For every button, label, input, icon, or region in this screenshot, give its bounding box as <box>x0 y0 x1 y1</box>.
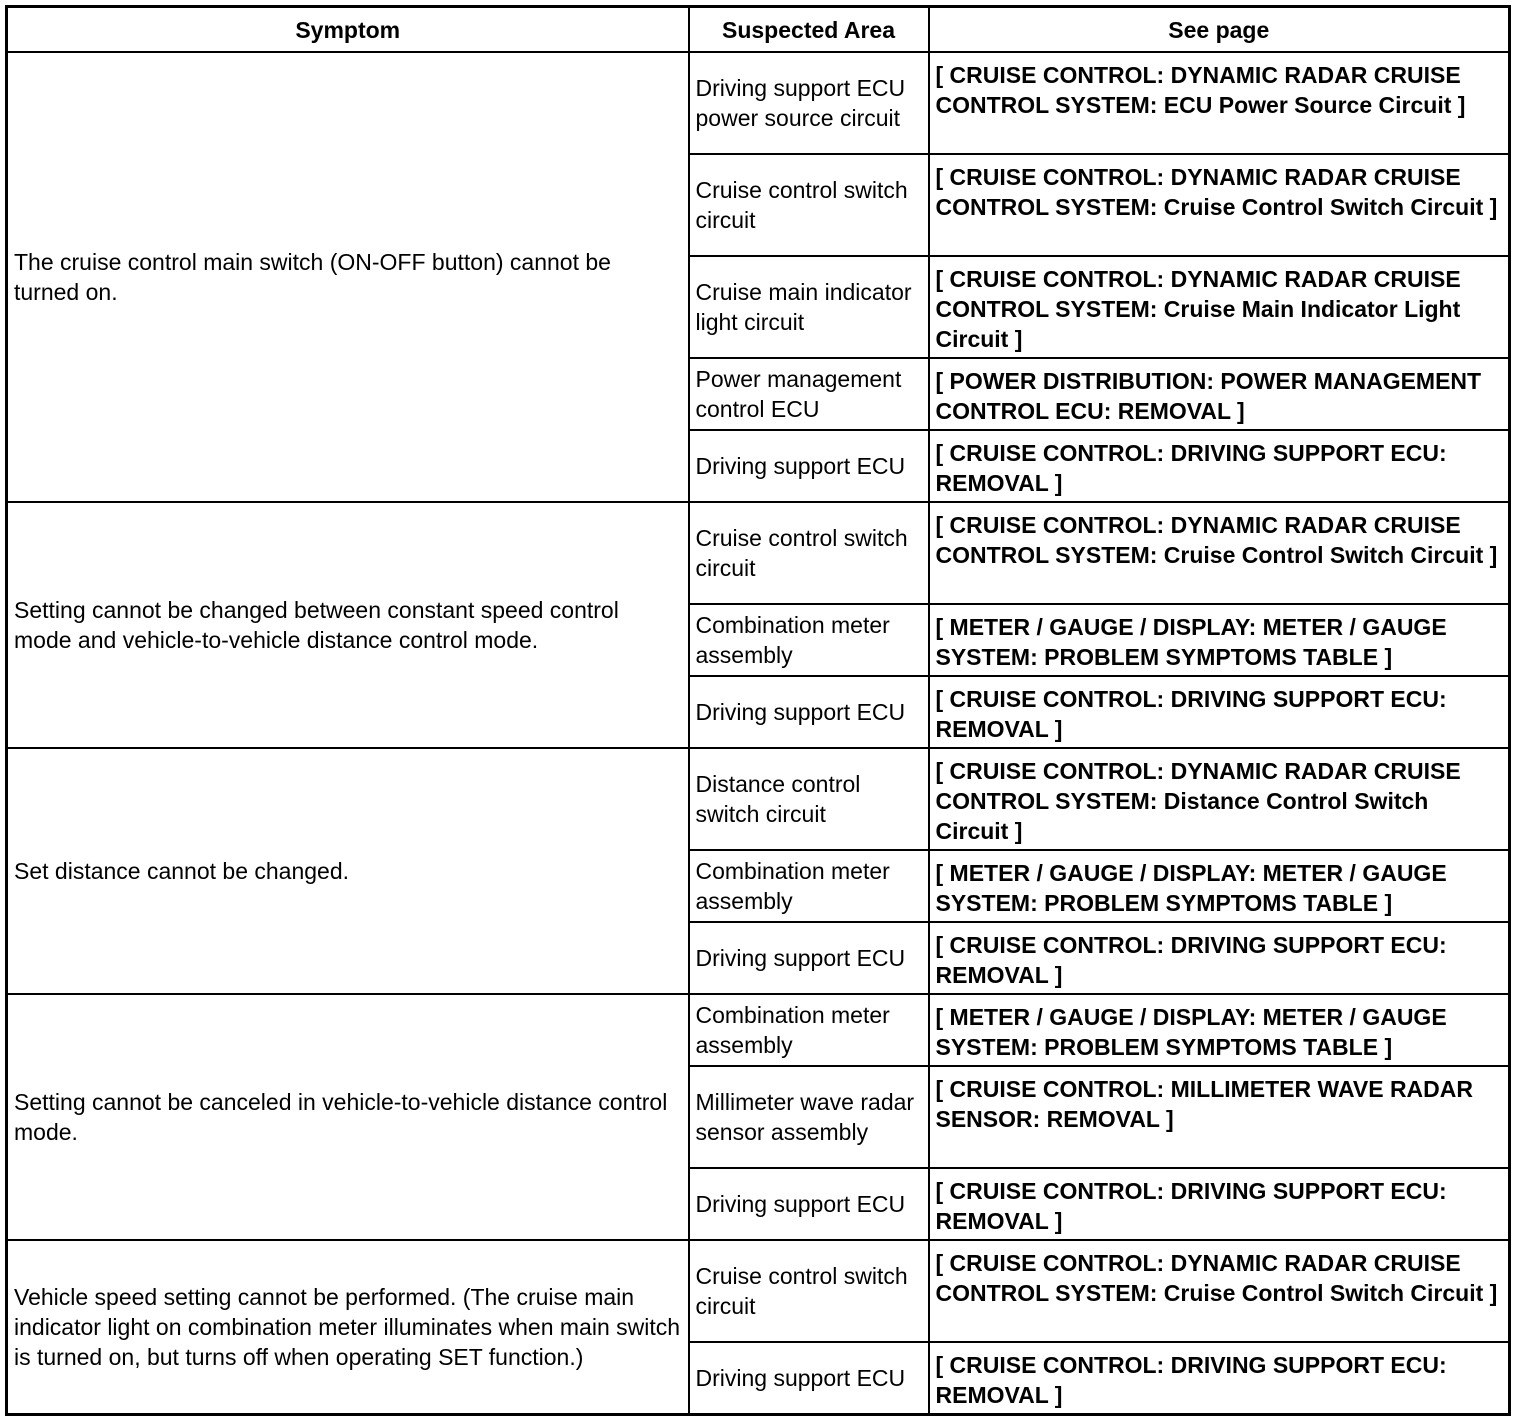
suspected-area-cell: Millimeter wave radar sensor assembly <box>689 1066 929 1168</box>
symptom-cell: Vehicle speed setting cannot be performed. (The cruise main indicator light on combination meter illuminates when main switch is turned on, but turns off when operating SET function.) <box>7 1240 689 1414</box>
see-page-cell: [ CRUISE CONTROL: DRIVING SUPPORT ECU: REMOVAL ] <box>929 430 1510 502</box>
suspected-area-cell: Combination meter assembly <box>689 604 929 676</box>
suspected-area-cell: Power management control ECU <box>689 358 929 430</box>
table-row <box>7 502 1510 604</box>
suspected-area-cell: Cruise main indicator light circuit <box>689 256 929 358</box>
suspected-area-cell: Driving support ECU power source circuit <box>689 52 929 154</box>
table-row <box>7 52 1510 154</box>
see-page-cell: [ CRUISE CONTROL: DYNAMIC RADAR CRUISE CONTROL SYSTEM: Cruise Main Indicator Light Circuit ] <box>929 256 1510 358</box>
see-page-cell: [ METER / GAUGE / DISPLAY: METER / GAUGE SYSTEM: PROBLEM SYMPTOMS TABLE ] <box>929 850 1510 922</box>
symptom-cell: The cruise control main switch (ON-OFF button) cannot be turned on. <box>7 52 689 502</box>
see-page-cell: [ CRUISE CONTROL: DYNAMIC RADAR CRUISE CONTROL SYSTEM: Cruise Control Switch Circuit ] <box>929 502 1510 604</box>
see-page-cell: [ POWER DISTRIBUTION: POWER MANAGEMENT CONTROL ECU: REMOVAL ] <box>929 358 1510 430</box>
suspected-area-cell: Driving support ECU <box>689 430 929 502</box>
see-page-cell: [ CRUISE CONTROL: DRIVING SUPPORT ECU: REMOVAL ] <box>929 1342 1510 1414</box>
suspected-area-cell: Distance control switch circuit <box>689 748 929 850</box>
symptom-cell: Setting cannot be changed between constant speed control mode and vehicle-to-vehicle distance control mode. <box>7 502 689 748</box>
suspected-area-cell: Combination meter assembly <box>689 850 929 922</box>
symptom-cell: Set distance cannot be changed. <box>7 748 689 994</box>
suspected-area-cell: Cruise control switch circuit <box>689 1240 929 1342</box>
see-page-cell: [ CRUISE CONTROL: DRIVING SUPPORT ECU: REMOVAL ] <box>929 922 1510 994</box>
see-page-cell: [ METER / GAUGE / DISPLAY: METER / GAUGE SYSTEM: PROBLEM SYMPTOMS TABLE ] <box>929 604 1510 676</box>
header-symptom: Symptom <box>7 7 689 53</box>
suspected-area-cell: Combination meter assembly <box>689 994 929 1066</box>
table-row <box>7 994 1510 1066</box>
suspected-area-cell: Cruise control switch circuit <box>689 502 929 604</box>
header-suspected-area: Suspected Area <box>689 7 929 53</box>
symptom-cell: Setting cannot be canceled in vehicle-to-vehicle distance control mode. <box>7 994 689 1240</box>
suspected-area-cell: Driving support ECU <box>689 1342 929 1414</box>
see-page-cell: [ CRUISE CONTROL: DYNAMIC RADAR CRUISE CONTROL SYSTEM: Cruise Control Switch Circuit ] <box>929 154 1510 256</box>
header-row <box>7 7 1510 53</box>
header-see-page: See page <box>929 7 1510 53</box>
see-page-cell: [ METER / GAUGE / DISPLAY: METER / GAUGE SYSTEM: PROBLEM SYMPTOMS TABLE ] <box>929 994 1510 1066</box>
see-page-cell: [ CRUISE CONTROL: DRIVING SUPPORT ECU: REMOVAL ] <box>929 676 1510 748</box>
see-page-cell: [ CRUISE CONTROL: DYNAMIC RADAR CRUISE CONTROL SYSTEM: Cruise Control Switch Circuit ] <box>929 1240 1510 1342</box>
see-page-cell: [ CRUISE CONTROL: DYNAMIC RADAR CRUISE CONTROL SYSTEM: ECU Power Source Circuit ] <box>929 52 1510 154</box>
table-row <box>7 1240 1510 1342</box>
see-page-cell: [ CRUISE CONTROL: MILLIMETER WAVE RADAR SENSOR: REMOVAL ] <box>929 1066 1510 1168</box>
suspected-area-cell: Driving support ECU <box>689 1168 929 1240</box>
table-row <box>7 748 1510 850</box>
see-page-cell: [ CRUISE CONTROL: DYNAMIC RADAR CRUISE CONTROL SYSTEM: Distance Control Switch Circuit ] <box>929 748 1510 850</box>
suspected-area-cell: Driving support ECU <box>689 676 929 748</box>
problem-symptoms-table <box>5 5 1511 1416</box>
suspected-area-cell: Cruise control switch circuit <box>689 154 929 256</box>
see-page-cell: [ CRUISE CONTROL: DRIVING SUPPORT ECU: REMOVAL ] <box>929 1168 1510 1240</box>
suspected-area-cell: Driving support ECU <box>689 922 929 994</box>
